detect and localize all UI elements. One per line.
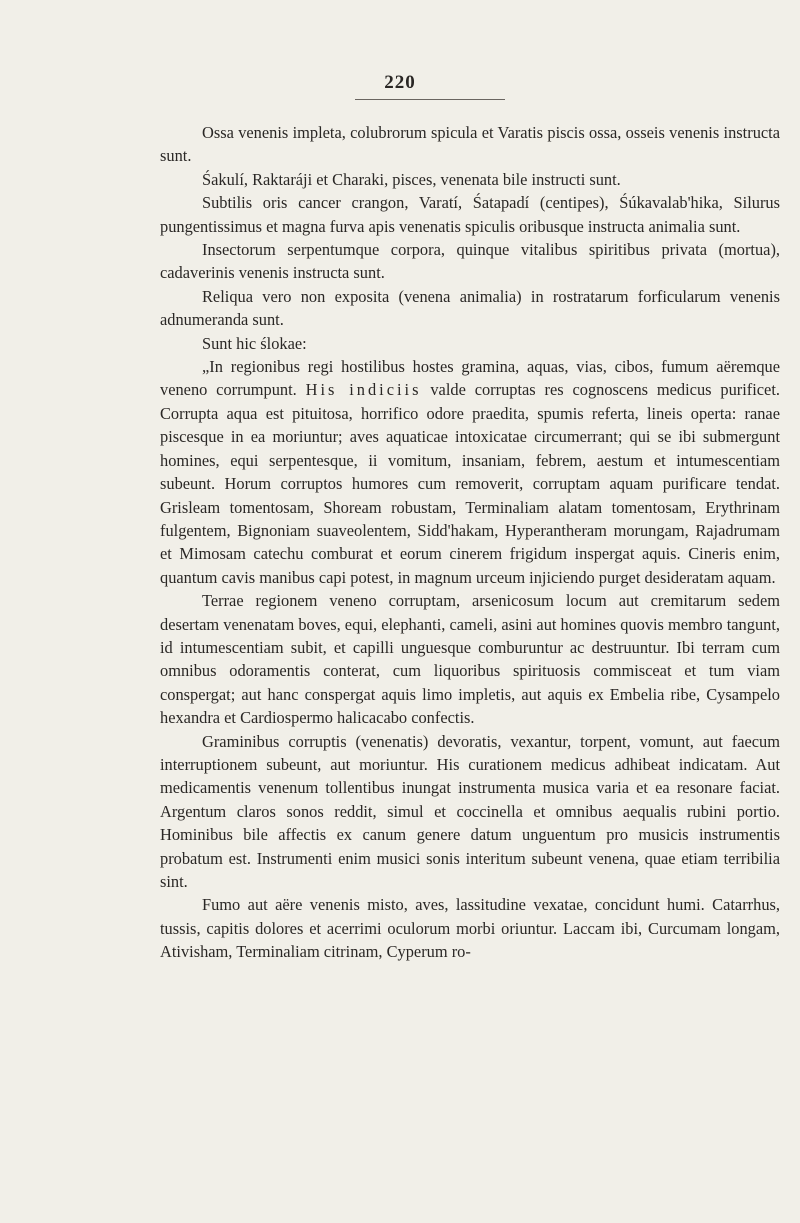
paragraph: Insectorum serpentumque corpora, quinque vitalibus spiritibus privata (mortua), cadaverinis venenis instructa sunt. xyxy=(160,240,780,283)
page-number: 220 xyxy=(384,72,416,93)
paragraph: Fumo aut aëre venenis misto, aves, lassitudine vexatae, concidunt humi. Catarrhus, tussis, capitis dolores et acerrimi oculorum morbi oriuntur. Laccam ibi, Curcumam longam, Ativisham, Terminaliam citrinam, Cyperum ro- xyxy=(160,895,780,962)
paragraph: Reliqua vero non exposita (venena animalia) in rostratarum forficularum venenis adnumeranda sunt. xyxy=(160,286,780,330)
paragraph: Ossa venenis impleta, colubrorum spicula et Varatis piscis ossa, osseis venenis instructa sunt. xyxy=(160,123,780,166)
paragraph: Terrae regionem veneno corruptam, arsenicosum locum aut cremitarum sedem desertam venenatam boves, equi, elephanti, cameli, asini aut homines quovis membro tangunt, id intumescentiam subit, et capilli unguesque comburuntur ac destruuntur. Ibi terram cum omnibus odoramentis conterat, cum liquoribus spirituosis commisceat et tum viam conspergat; aut hanc conspergat aquis limo impletis, aut aquis ex Embelia ribe, Cysampelo hexandra et Cardiospermo halicacabo confectis. xyxy=(160,591,780,728)
sloka-text-rest: valde corruptas res cognoscens medicus purificet. Corrupta aqua est pituitosa, horrifico odore praedita, spumis referta, lineis operta: ranae piscesque in ea moriuntur; aves aquaticae intoxicatae circumerrant; qui se ibi submergunt homines, equi serpentesque, ii vomitum, insaniam, febrem, aestum et intumescentiam subeunt. Horum corruptos humores cum removerit, corruptam aquam purificare tendat. Grisleam tomentosam, Shoream robustam, Terminaliam alatam tomentosam, Erythrinam fulgentem, Bignoniam suaveolentem, Sidd'hakam, Hyperantheram morungam, Rajadrumam et Mimosam catechu comburat et eorum cinerem frigidum inspergat aquis. Cineris enim, quantum cavis manibus capi potest, in magnum urceum injiciendo purget desideratam aquam. xyxy=(160,380,780,587)
spaced-emphasis: His indiciis xyxy=(305,380,422,400)
paragraph: Subtilis oris cancer crangon, Varatí, Śatapadí (centipes), Śúkavalab'hika, Silurus pungentissimus et magna furva apis venenatis spiculis oribusque instructa animalia sunt. xyxy=(160,193,780,236)
paragraph: Graminibus corruptis (venenatis) devoratis, vexantur, torpent, vomunt, aut faecum interruptionem subeunt, aut moriuntur. His curationem medicus adhibeat indicatam. Aut medicamentis venenum tollentibus inungat instrumenta musica varia et ea resonare faciat. Argentum claros sonos reddit, simul et coccinella et omnibus aequalis rubini portio. Hominibus bile affectis ex canum genere datum unguentum pro musicis instrumentis probatum est. Instrumenti enim musici sonis interitum subeunt venena, quae etiam terribilia sint. xyxy=(160,731,780,891)
paragraph: Śakulí, Raktaráji et Charaki, pisces, venenata bile instructi sunt. xyxy=(202,169,621,189)
header-rule xyxy=(355,99,505,100)
paragraph-sloka-quote xyxy=(160,355,780,589)
body-text xyxy=(160,121,780,964)
sloka-text-start: „In regionibus regi hostilibus hostes gramina, aquas, vias, cibos, fumum aëremque veneno corrumpunt. xyxy=(160,357,780,400)
paragraph: Sunt hic ślokae: xyxy=(202,333,307,353)
